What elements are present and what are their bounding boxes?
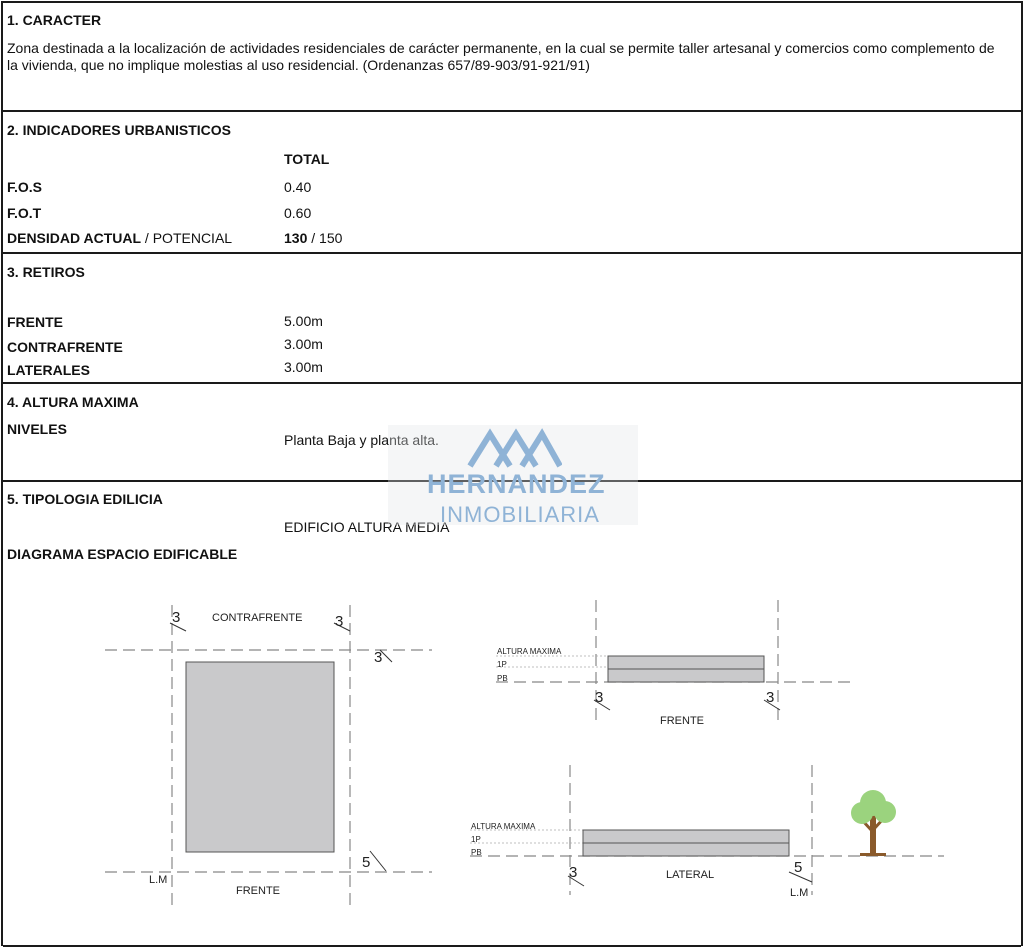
plan-building [186, 662, 334, 852]
front-frente-label: FRENTE [660, 715, 704, 727]
front-1p-label: 1P [497, 660, 507, 669]
laterales-label: LATERALES [7, 362, 90, 378]
front-dim-left: 3 [595, 689, 604, 706]
plan-dim-bottom: 5 [362, 854, 371, 871]
fos-label: F.O.S [7, 179, 43, 195]
tipologia-value: EDIFICIO ALTURA MEDIA [284, 519, 450, 535]
densidad-actual: 130 [284, 230, 308, 246]
contrafrente-value: 3.00m [284, 336, 323, 352]
diagram-title: DIAGRAMA ESPACIO EDIFICABLE [7, 546, 238, 562]
caracter-description: Zona destinada a la localización de actividades residenciales de carácter permanente, en la cual se permite taller artesanal y comercios como complemento de la vivienda, que no implique molestias al uso residencial. (Ordenanzas 657/89-903/91-921/91) [7, 40, 995, 73]
lateral-caption: LATERAL [666, 869, 715, 881]
watermark-subtitle: INMOBILIARIA [440, 502, 600, 527]
lateral-pb-label: PB [471, 848, 482, 857]
lateral-dim-right: 5 [794, 859, 803, 876]
plan-contrafrente-label: CONTRAFRENTE [212, 612, 303, 624]
watermark-name: HERNANDEZ [427, 469, 606, 499]
section-retiros-title: 3. RETIROS [7, 264, 85, 280]
section-indicadores-title: 2. INDICADORES URBANISTICOS [7, 122, 232, 138]
fot-value: 0.60 [284, 205, 312, 221]
contrafrente-label: CONTRAFRENTE [7, 339, 123, 355]
niveles-label: NIVELES [7, 421, 67, 437]
front-pb-label: PB [497, 674, 508, 683]
lateral-dim-left: 3 [569, 864, 578, 881]
plan-dim-side-top: 3 [374, 649, 383, 666]
front-dim-right: 3 [766, 689, 775, 706]
plan-dim-left-top: 3 [172, 609, 181, 626]
densidad-label-bold: DENSIDAD ACTUAL [7, 230, 142, 246]
tree-icon [851, 790, 896, 856]
lateral-altura-label: ALTURA MAXIMA [471, 822, 536, 831]
densidad-potencial: / 150 [307, 230, 343, 246]
lateral-1p-label: 1P [471, 835, 481, 844]
fos-value: 0.40 [284, 179, 312, 195]
front-altura-label: ALTURA MAXIMA [497, 647, 562, 656]
laterales-value: 3.00m [284, 359, 323, 375]
total-header: TOTAL [284, 151, 330, 167]
lateral-lm-label: L.M [790, 887, 809, 899]
frente-value: 5.00m [284, 313, 323, 329]
densidad-label-rest: / POTENCIAL [141, 230, 233, 246]
frente-label: FRENTE [7, 314, 63, 330]
niveles-value: Planta Baja y planta alta. [284, 432, 439, 448]
plan-frente-label: FRENTE [236, 885, 280, 897]
plan-lm-label: L.M [149, 874, 168, 886]
section-altura-title: 4. ALTURA MAXIMA [7, 394, 139, 410]
section-caracter-title: 1. CARACTER [7, 12, 102, 28]
fot-label: F.O.T [7, 205, 42, 221]
section-tipologia-title: 5. TIPOLOGIA EDILICIA [7, 491, 163, 507]
plan-dim-right-top: 3 [335, 613, 344, 630]
